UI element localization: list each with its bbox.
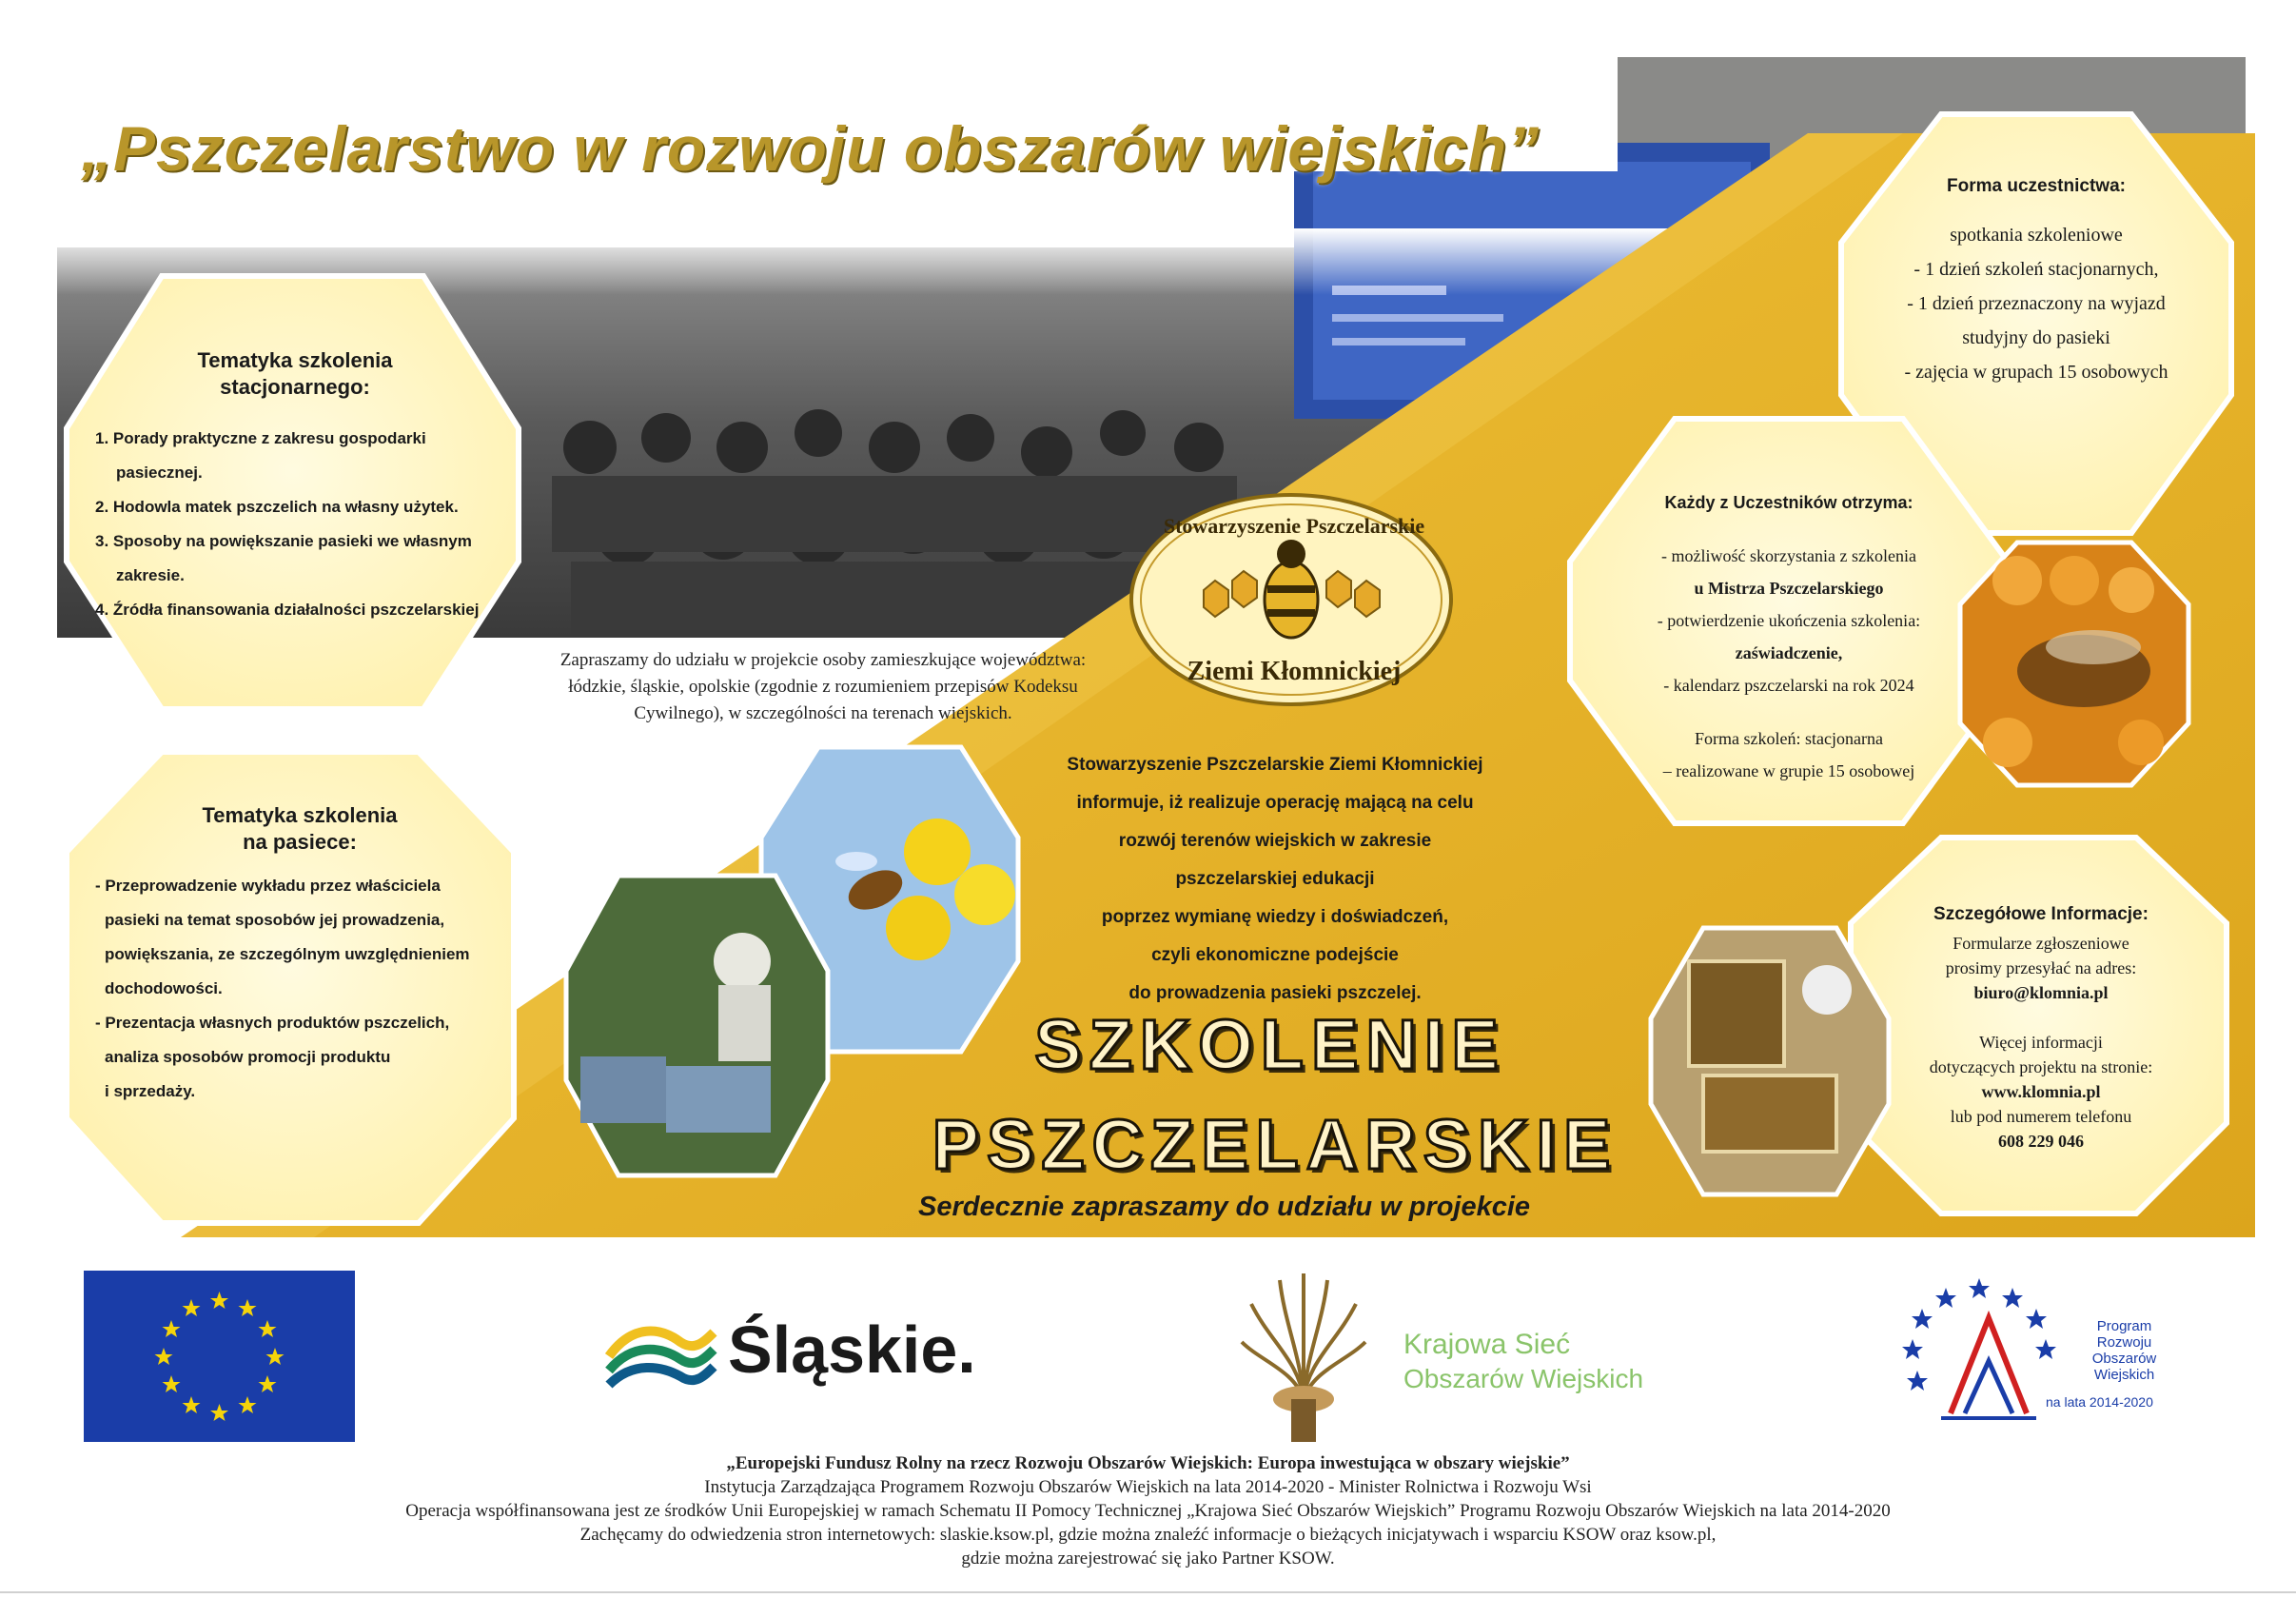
prow-years: na lata 2014-2020 — [2046, 1394, 2153, 1410]
info-line: do prowadzenia pasieki pszczelej. — [1128, 983, 1422, 1003]
footer-line: Instytucja Zarządzająca Programem Rozwoju Obszarów Wiejskich na lata 2014-2020 - Minister Rolnictwa i Rozwoju Wsi — [704, 1477, 1592, 1497]
prow-line: Program — [2096, 1318, 2152, 1334]
benefits-line: - potwierdzenie ukończenia szkolenia: — [1657, 611, 1921, 630]
beekeeper-photo-hex — [566, 876, 828, 1175]
benefits-line: zaświadczenie, — [1735, 643, 1843, 662]
details-website[interactable]: www.klomnia.pl — [1981, 1082, 2101, 1101]
footer-line: „Europejski Fundusz Rolny na rzecz Rozwoju Obszarów Wiejskich: Europa inwestująca w obszary wiejskie” — [726, 1453, 1570, 1473]
benefits-block — [1584, 493, 1993, 787]
invite-line: Zapraszamy do udziału w projekcie osoby zamieszkujące województwa: — [559, 650, 1087, 670]
details-line: Formularze zgłoszeniowe — [1953, 934, 2129, 953]
participation-block — [1851, 176, 2222, 389]
association-logo-top-text: Stowarzyszenie Pszczelarskie — [1163, 514, 1425, 538]
stationary-block — [95, 347, 495, 627]
stationary-item: 1. Porady praktyczne z zakresu gospodarki — [95, 429, 426, 447]
prow-line: Obszarów — [2091, 1351, 2157, 1367]
stationary-title-1: Tematyka szkolenia — [197, 348, 393, 372]
details-line: dotyczących projektu na stronie: — [1929, 1057, 2153, 1076]
apiary-list — [95, 869, 504, 1109]
stationary-item: 4. Źródła finansowania działalności pszczelarskiej — [95, 601, 480, 619]
footer-line: Operacja współfinansowana jest ze środków Unii Europejskiej w ramach Schematu II Pomocy Technicznej „Krajowa Sieć Obszarów Wiejskich” Programu Rozwoju Obszarów Wiejskich na lata 2014-2020 — [405, 1501, 1891, 1521]
stationary-item: 2. Hodowla matek pszczelich na własny użytek. — [95, 498, 459, 516]
benefits-line: - kalendarz pszczelarski na rok 2024 — [1663, 676, 1914, 695]
details-line — [1865, 1005, 2217, 1030]
slaskie-logo-text: Śląskie. — [728, 1312, 976, 1387]
info-line: czyli ekonomiczne podejście — [1151, 945, 1399, 965]
association-logo-bottom-text: Ziemi Kłomnickiej — [1187, 657, 1402, 686]
apiary-item: dochodowości. — [105, 979, 223, 997]
benefits-form-line: – realizowane w grupie 15 osobowej — [1662, 761, 1915, 780]
apiary-item: pasieki na temat sposobów jej prowadzenia, — [105, 911, 445, 929]
eu-flag-logo — [84, 1271, 355, 1442]
apiary-item: - Prezentacja własnych produktów pszczelich, — [95, 1014, 450, 1032]
info-line: Stowarzyszenie Pszczelarskie Ziemi Kłomnickiej — [1067, 755, 1483, 775]
apiary-item: - Przeprowadzenie wykładu przez właściciela — [95, 877, 441, 895]
apiary-block — [95, 802, 504, 1109]
headline-line-2: PSZCZELARSKIE — [932, 1105, 1619, 1184]
headline-tagline: Serdecznie zapraszamy do udziału w projekcie — [918, 1192, 1531, 1222]
info-line: poprzez wymianę wiedzy i doświadczeń, — [1101, 907, 1449, 927]
info-line: pszczelarskiej edukacji — [1175, 869, 1375, 889]
prow-line: Wiejskich — [2093, 1367, 2155, 1383]
footer — [0, 1451, 2296, 1570]
ksow-line-2: Obszarów Wiejskich — [1403, 1364, 1644, 1393]
benefits-form-line: Forma szkoleń: stacjonarna — [1695, 729, 1883, 748]
bottom-divider — [0, 1591, 2296, 1593]
ksow-logo-text — [1403, 1328, 1643, 1396]
details-block — [1865, 904, 2217, 1154]
details-line: prosimy przesyłać na adres: — [1945, 958, 2137, 977]
ksow-tree-icon — [1232, 1266, 1375, 1447]
details-title: Szczegółowe Informacje: — [1933, 904, 2149, 924]
info-text — [1028, 746, 1522, 1013]
stationary-item: pasiecznej. — [116, 464, 203, 482]
stationary-item: 3. Sposoby na powiększanie pasieki we własnym — [95, 532, 472, 550]
honeycomb-bee-photo-hex — [1960, 543, 2188, 785]
apiary-item: i sprzedaży. — [105, 1082, 196, 1100]
details-line: lub pod numerem telefonu — [1950, 1107, 2132, 1126]
stationary-list — [95, 422, 495, 627]
benefits-line: u Mistrza Pszczelarskiego — [1694, 579, 1884, 598]
details-phone: 608 229 046 — [1998, 1132, 2084, 1151]
info-line: informuje, iż realizuje operację mającą na celu — [1076, 793, 1474, 813]
slaskie-wave-icon — [604, 1304, 718, 1399]
invite-line: łódzkie, śląskie, opolskie (zgodnie z rozumieniem przepisów Kodeksu — [568, 677, 1078, 697]
participation-line: - zajęcia w grupach 15 osobowych — [1904, 362, 2168, 383]
ksow-line-1: Krajowa Sieć — [1403, 1329, 1571, 1360]
participation-line: - 1 dzień przeznaczony na wyjazd — [1907, 293, 2166, 314]
participation-line: - 1 dzień szkoleń stacjonarnych, — [1913, 259, 2159, 280]
footer-line: Zachęcamy do odwiedzenia stron internetowych: slaskie.ksow.pl, gdzie można znaleźć informacje o bieżących inicjatywach i wsparciu KSOW oraz ksow.pl, — [579, 1525, 1717, 1545]
details-email[interactable]: biuro@klomnia.pl — [1973, 983, 2109, 1002]
invite-line: Cywilnego), w szczególności na terenach wiejskich. — [634, 703, 1012, 723]
benefits-title: Każdy z Uczestników otrzyma: — [1664, 493, 1913, 512]
apiary-item: powiększania, ze szczególnym uwzględnieniem — [105, 945, 470, 963]
apiary-item: analiza sposobów promocji produktu — [105, 1048, 391, 1066]
invite-text — [519, 647, 1128, 727]
apiary-title-1: Tematyka szkolenia — [202, 803, 398, 827]
poster-title: „Pszczelarstwo w rozwoju obszarów wiejskich” — [81, 113, 1540, 184]
prow-logo-text — [2084, 1318, 2165, 1383]
prow-line: Rozwoju — [2096, 1334, 2152, 1351]
benefits-line: - możliwość skorzystania z szkolenia — [1661, 546, 1916, 565]
stationary-item: zakresie. — [116, 566, 185, 584]
headline-line-1: SZKOLENIE — [1034, 1005, 1506, 1084]
participation-line: spotkania szkoleniowe — [1950, 225, 2123, 246]
participation-line: studyjny do pasieki — [1962, 327, 2110, 348]
footer-line: gdzie można zarejestrować się jako Partner KSOW. — [961, 1549, 1335, 1569]
stationary-title-2: stacjonarnego: — [220, 375, 370, 399]
details-line: Więcej informacji — [1979, 1033, 2103, 1052]
participation-title: Forma uczestnictwa: — [1947, 176, 2126, 196]
apiary-title-2: na pasiece: — [243, 830, 357, 854]
info-line: rozwój terenów wiejskich w zakresie — [1118, 831, 1432, 851]
